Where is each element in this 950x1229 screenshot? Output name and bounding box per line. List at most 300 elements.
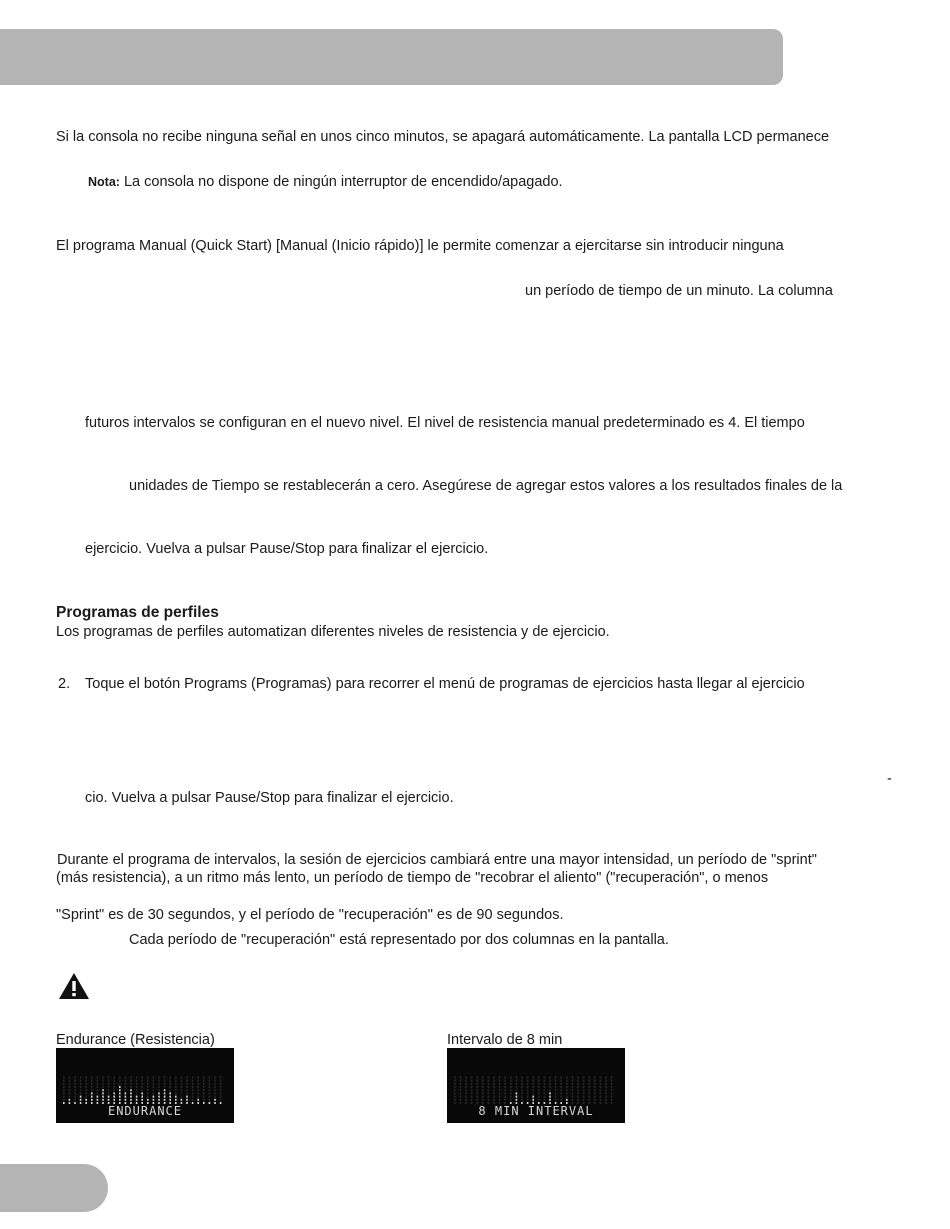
lcd-segment-dim [136, 1092, 138, 1094]
lcd-segment-lit [158, 1096, 160, 1098]
lcd-segment-dim [158, 1080, 160, 1082]
lcd-segment-dim [69, 1089, 71, 1091]
lcd-segment-dim [611, 1099, 613, 1101]
lcd-segment-dim [220, 1083, 222, 1085]
lcd-segment-dim [516, 1080, 518, 1082]
note [88, 173, 563, 191]
lcd-segment-dim [113, 1089, 115, 1091]
lcd-segment-dim [108, 1080, 110, 1082]
lcd-segment-dim [516, 1083, 518, 1085]
lcd-segment-dim [488, 1089, 490, 1091]
lcd-segment-dim [476, 1099, 478, 1101]
lcd-segment-dim [555, 1092, 557, 1094]
lcd-segment-dim [209, 1076, 211, 1078]
lcd-segment-dim [605, 1076, 607, 1078]
lcd-text-endurance: ENDURANCE [107, 1104, 183, 1118]
lcd-segment-dim [203, 1089, 205, 1091]
lcd-segment-dim [521, 1089, 523, 1091]
lcd-segment-dim [130, 1080, 132, 1082]
lcd-segment-dim [74, 1099, 76, 1101]
lcd-segment-dim [158, 1076, 160, 1078]
lcd-segment-dim [91, 1076, 93, 1078]
paragraph-manual-intro: El programa Manual (Quick Start) [Manual (Inicio rápido)] le permite comenzar a ejercitarse sin introducir ninguna [56, 238, 784, 254]
lcd-segment-dim [577, 1089, 579, 1091]
lcd-segment-dim [471, 1089, 473, 1091]
lcd-segment-dim [544, 1083, 546, 1085]
lcd-segment-dim [175, 1080, 177, 1082]
lcd-segment-dim [197, 1083, 199, 1085]
lcd-segment-dim [74, 1080, 76, 1082]
lcd-segment-dim [209, 1099, 211, 1101]
lcd-segment-dim [186, 1086, 188, 1088]
lcd-segment-dim [594, 1076, 596, 1078]
lcd-segment-lit [102, 1089, 104, 1091]
lcd-segment-dim [611, 1089, 613, 1091]
lcd-segment-dim [153, 1080, 155, 1082]
lcd-segment-dim [147, 1089, 149, 1091]
lcd-segment-dim [594, 1080, 596, 1082]
lcd-segment-dim [85, 1080, 87, 1082]
lcd-segment-lit [549, 1096, 551, 1098]
lcd-segment-dim [594, 1083, 596, 1085]
lcd-segment-dim [197, 1096, 199, 1098]
lcd-segment-dim [175, 1089, 177, 1091]
lcd-segment-lit [119, 1096, 121, 1098]
lcd-segment-dim [181, 1083, 183, 1085]
lcd-segment-dim [214, 1096, 216, 1098]
lcd-segment-dim [588, 1083, 590, 1085]
lcd-segment-dim [181, 1096, 183, 1098]
lcd-segment-lit [119, 1086, 121, 1088]
lcd-segment-dim [454, 1086, 456, 1088]
lcd-segment-lit [119, 1099, 121, 1101]
lcd-segment-dim [504, 1080, 506, 1082]
lcd-segment-dim [141, 1080, 143, 1082]
lcd-segment-lit [125, 1092, 127, 1094]
lcd-segment-dim [91, 1080, 93, 1082]
lcd-segment-dim [158, 1083, 160, 1085]
lcd-segment-dim [108, 1076, 110, 1078]
lcd-segment-dim [544, 1080, 546, 1082]
lcd-segment-dim [588, 1089, 590, 1091]
lcd-segment-lit [164, 1099, 166, 1101]
lcd-segment-dim [465, 1092, 467, 1094]
lcd-segment-dim [544, 1099, 546, 1101]
lcd-segment-dim [130, 1083, 132, 1085]
lcd-segment-dim [108, 1089, 110, 1091]
lcd-segment-dim [583, 1099, 585, 1101]
lcd-segment-dim [577, 1099, 579, 1101]
lcd-segment-dim [572, 1083, 574, 1085]
lcd-segment-dim [583, 1086, 585, 1088]
lcd-segment-dim [527, 1083, 529, 1085]
lcd-segment-dim [113, 1086, 115, 1088]
lcd-segment-lit [130, 1089, 132, 1091]
lcd-segment-dim [181, 1080, 183, 1082]
lcd-segment-dim [136, 1080, 138, 1082]
lcd-segment-dim [169, 1076, 171, 1078]
lcd-segment-dim [600, 1086, 602, 1088]
lcd-segment-dim [209, 1089, 211, 1091]
lcd-segment-dim [583, 1076, 585, 1078]
lcd-segment-dim [460, 1089, 462, 1091]
lcd-segment-dim [147, 1076, 149, 1078]
lcd-segment-dim [220, 1080, 222, 1082]
lcd-segment-dim [577, 1086, 579, 1088]
lcd-segment-dim [454, 1099, 456, 1101]
step-number: 2. [58, 676, 71, 692]
lcd-segment-dim [516, 1086, 518, 1088]
lcd-segment-dim [181, 1089, 183, 1091]
lcd-segment-dim [102, 1086, 104, 1088]
lcd-segment-dim [80, 1080, 82, 1082]
footer-tab [0, 1164, 108, 1212]
lcd-segment-lit [91, 1099, 93, 1101]
lcd-segment-dim [74, 1083, 76, 1085]
lcd-segment-lit [186, 1096, 188, 1098]
lcd-segment-dim [611, 1092, 613, 1094]
paragraph-auto-off: Si la consola no recibe ninguna señal en unos cinco minutos, se apagará automáticamente. La pantalla LCD permanece [56, 129, 830, 145]
lcd-segment-dim [175, 1092, 177, 1094]
lcd-segment-lit [91, 1096, 93, 1098]
lcd-segment-dim [611, 1083, 613, 1085]
lcd-segment-dim [499, 1096, 501, 1098]
lcd-segment-dim [69, 1076, 71, 1078]
lcd-segment-dim [572, 1096, 574, 1098]
lcd-segment-dim [85, 1089, 87, 1091]
lcd-segment-dim [209, 1092, 211, 1094]
lcd-segment-dim [532, 1083, 534, 1085]
lcd-segment-dim [566, 1086, 568, 1088]
lcd-segment-dim [577, 1076, 579, 1078]
lcd-segment-dim [192, 1092, 194, 1094]
lcd-segment-dim [119, 1076, 121, 1078]
lcd-segment-dim [504, 1076, 506, 1078]
lcd-segment-dim [555, 1089, 557, 1091]
lcd-segment-lit [136, 1096, 138, 1098]
lcd-segment-dim [510, 1096, 512, 1098]
lcd-segment-dim [566, 1076, 568, 1078]
lcd-segment-dim [203, 1076, 205, 1078]
lcd-segment-dim [141, 1076, 143, 1078]
paragraph-profiles-end: cio. Vuelva a pulsar Pause/Stop para finalizar el ejercicio. [85, 790, 454, 806]
figure-caption-interval: Intervalo de 8 min [447, 1032, 563, 1048]
lcd-segment-dim [594, 1092, 596, 1094]
lcd-segment-dim [471, 1099, 473, 1101]
lcd-segment-dim [482, 1089, 484, 1091]
lcd-segment-lit [85, 1099, 87, 1101]
lcd-segment-dim [97, 1080, 99, 1082]
lcd-segment-lit [164, 1092, 166, 1094]
lcd-segment-dim [130, 1076, 132, 1078]
lcd-segment-dim [130, 1086, 132, 1088]
lcd-segment-dim [209, 1086, 211, 1088]
lcd-segment-dim [532, 1076, 534, 1078]
lcd-segment-dim [192, 1083, 194, 1085]
lcd-segment-dim [572, 1089, 574, 1091]
lcd-segment-dim [192, 1096, 194, 1098]
lcd-segment-dim [454, 1076, 456, 1078]
lcd-segment-dim [588, 1096, 590, 1098]
lcd-segment-dim [169, 1083, 171, 1085]
lcd-segment-dim [482, 1076, 484, 1078]
lcd-segment-lit [516, 1099, 518, 1101]
lcd-segment-dim [169, 1086, 171, 1088]
lcd-segment-lit [158, 1099, 160, 1101]
lcd-segment-dim [192, 1089, 194, 1091]
lcd-text-interval: 8 MIN INTERVAL [478, 1104, 594, 1118]
lcd-segment-dim [136, 1076, 138, 1078]
lcd-segment-dim [471, 1083, 473, 1085]
lcd-segment-dim [460, 1096, 462, 1098]
lcd-segment-dim [74, 1096, 76, 1098]
lcd-segment-dim [164, 1083, 166, 1085]
lcd-segment-dim [560, 1092, 562, 1094]
lcd-segment-dim [605, 1096, 607, 1098]
lcd-segment-dim [488, 1080, 490, 1082]
lcd-segment-dim [572, 1092, 574, 1094]
lcd-segment-dim [499, 1092, 501, 1094]
lcd-segment-dim [203, 1092, 205, 1094]
lcd-segment-dim [203, 1099, 205, 1101]
lcd-segment-lit [169, 1092, 171, 1094]
lcd-segment-dim [125, 1083, 127, 1085]
lcd-segment-lit [102, 1092, 104, 1094]
lcd-segment-lit [119, 1092, 121, 1094]
lcd-segment-dim [186, 1083, 188, 1085]
lcd-segment-dim [611, 1096, 613, 1098]
lcd-segment-dim [181, 1086, 183, 1088]
lcd-segment-dim [220, 1092, 222, 1094]
lcd-segment-dim [69, 1080, 71, 1082]
lcd-segment-dim [521, 1099, 523, 1101]
lcd-segment-dim [549, 1083, 551, 1085]
lcd-segment-dim [85, 1086, 87, 1088]
lcd-segment-dim [85, 1096, 87, 1098]
lcd-segment-dim [538, 1096, 540, 1098]
lcd-segment-dim [482, 1080, 484, 1082]
lcd-segment-dim [85, 1076, 87, 1078]
lcd-segment-lit [516, 1096, 518, 1098]
lcd-segment-dim [510, 1083, 512, 1085]
lcd-segment-dim [153, 1083, 155, 1085]
lcd-segment-dim [583, 1080, 585, 1082]
lcd-segment-lit [91, 1092, 93, 1094]
lcd-segment-dim [566, 1089, 568, 1091]
lcd-segment-dim [169, 1089, 171, 1091]
lcd-segment-dim [63, 1089, 65, 1091]
paragraph-interval-3: "Sprint" es de 30 segundos, y el período de "recuperación" es de 90 segundos. [56, 907, 564, 923]
lcd-segment-dim [504, 1083, 506, 1085]
lcd-segment-dim [108, 1092, 110, 1094]
lcd-segment-dim [476, 1096, 478, 1098]
lcd-segment-dim [74, 1092, 76, 1094]
lcd-segment-dim [69, 1092, 71, 1094]
lcd-segment-lit [119, 1089, 121, 1091]
lcd-segment-dim [504, 1099, 506, 1101]
lcd-segment-dim [136, 1089, 138, 1091]
lcd-segment-dim [85, 1092, 87, 1094]
lcd-segment-lit [549, 1099, 551, 1101]
lcd-segment-dim [197, 1089, 199, 1091]
lcd-segment-dim [566, 1092, 568, 1094]
lcd-segment-dim [63, 1076, 65, 1078]
lcd-segment-dim [69, 1083, 71, 1085]
lcd-segment-dim [538, 1076, 540, 1078]
lcd-segment-dim [63, 1092, 65, 1094]
lcd-segment-dim [97, 1076, 99, 1078]
lcd-segment-dim [454, 1096, 456, 1098]
lcd-segment-dim [214, 1083, 216, 1085]
lcd-segment-dim [482, 1096, 484, 1098]
lcd-segment-lit [80, 1096, 82, 1098]
lcd-segment-dim [476, 1086, 478, 1088]
lcd-segment-dim [588, 1092, 590, 1094]
lcd-segment-dim [454, 1080, 456, 1082]
lcd-segment-dim [538, 1083, 540, 1085]
lcd-segment-dim [527, 1099, 529, 1101]
lcd-segment-dim [147, 1086, 149, 1088]
lcd-segment-lit [141, 1096, 143, 1098]
lcd-segment-lit [186, 1099, 188, 1101]
lcd-segment-dim [74, 1089, 76, 1091]
lcd-segment-dim [164, 1080, 166, 1082]
lcd-segment-dim [74, 1076, 76, 1078]
lcd-segment-lit [532, 1096, 534, 1098]
lcd-segment-lit [69, 1099, 71, 1101]
lcd-segment-dim [488, 1083, 490, 1085]
lcd-segment-dim [220, 1096, 222, 1098]
lcd-segment-dim [488, 1092, 490, 1094]
paragraph-manual-end: ejercicio. Vuelva a pulsar Pause/Stop para finalizar el ejercicio. [85, 541, 489, 557]
lcd-segment-dim [471, 1096, 473, 1098]
lcd-segment-dim [493, 1083, 495, 1085]
lcd-segment-dim [175, 1083, 177, 1085]
lcd-segment-dim [465, 1076, 467, 1078]
lcd-segment-dim [153, 1089, 155, 1091]
lcd-segment-dim [186, 1092, 188, 1094]
lcd-segment-lit [97, 1099, 99, 1101]
lcd-segment-dim [203, 1096, 205, 1098]
lcd-segment-lit [97, 1096, 99, 1098]
lcd-segment-dim [203, 1083, 205, 1085]
lcd-segment-dim [560, 1086, 562, 1088]
lcd-segment-dim [544, 1076, 546, 1078]
lcd-segment-dim [516, 1089, 518, 1091]
lcd-segment-dim [488, 1099, 490, 1101]
lcd-segment-dim [158, 1089, 160, 1091]
lcd-segment-dim [510, 1089, 512, 1091]
lcd-segment-dim [80, 1086, 82, 1088]
lcd-segment-dim [560, 1083, 562, 1085]
lcd-segment-dim [577, 1083, 579, 1085]
lcd-segment-dim [63, 1099, 65, 1101]
lcd-segment-dim [460, 1083, 462, 1085]
paragraph-manual-reset: unidades de Tiempo se restablecerán a cero. Asegúrese de agregar estos valores a los resultados finales de la [129, 478, 843, 494]
lcd-segment-dim [577, 1080, 579, 1082]
lcd-segment-dim [600, 1096, 602, 1098]
lcd-segment-dim [214, 1080, 216, 1082]
lcd-segment-dim [186, 1089, 188, 1091]
lcd-segment-dim [63, 1083, 65, 1085]
lcd-segment-dim [560, 1096, 562, 1098]
lcd-segment-dim [527, 1086, 529, 1088]
lcd-segment-dim [465, 1099, 467, 1101]
lcd-segment-dim [566, 1096, 568, 1098]
lcd-segment-dim [488, 1086, 490, 1088]
lcd-segment-dim [560, 1076, 562, 1078]
lcd-segment-lit [153, 1099, 155, 1101]
lcd-segment-dim [555, 1080, 557, 1082]
lcd-segment-dim [136, 1083, 138, 1085]
lcd-segment-dim [566, 1083, 568, 1085]
lcd-segment-dim [600, 1092, 602, 1094]
lcd-segment-dim [538, 1092, 540, 1094]
lcd-segment-dim [504, 1096, 506, 1098]
lcd-segment-dim [220, 1076, 222, 1078]
lcd-segment-lit [169, 1099, 171, 1101]
lcd-segment-dim [153, 1076, 155, 1078]
lcd-segment-dim [460, 1092, 462, 1094]
lcd-segment-dim [85, 1083, 87, 1085]
lcd-segment-dim [119, 1080, 121, 1082]
lcd-segment-lit [175, 1096, 177, 1098]
lcd-segment-dim [102, 1083, 104, 1085]
lcd-segment-dim [102, 1080, 104, 1082]
lcd-segment-dim [214, 1089, 216, 1091]
lcd-segment-dim [209, 1096, 211, 1098]
lcd-segment-dim [141, 1089, 143, 1091]
lcd-segment-dim [588, 1076, 590, 1078]
lcd-segment-lit [197, 1099, 199, 1101]
lcd-display-endurance [56, 1048, 234, 1123]
lcd-segment-lit [153, 1096, 155, 1098]
lcd-segment-dim [510, 1099, 512, 1101]
lcd-segment-dim [516, 1076, 518, 1078]
lcd-segment-dim [471, 1086, 473, 1088]
lcd-segment-dim [549, 1080, 551, 1082]
lcd-segment-dim [181, 1076, 183, 1078]
lcd-segment-dim [555, 1096, 557, 1098]
lcd-segment-dim [214, 1086, 216, 1088]
lcd-segment-dim [153, 1086, 155, 1088]
lcd-segment-lit [113, 1096, 115, 1098]
lcd-segment-dim [510, 1092, 512, 1094]
lcd-segment-dim [186, 1076, 188, 1078]
paragraph-interval-1: Durante el programa de intervalos, la sesión de ejercicios cambiará entre una mayor intensidad, un período de "sprint" [57, 852, 817, 868]
lcd-segment-dim [605, 1092, 607, 1094]
lcd-segment-dim [588, 1099, 590, 1101]
lcd-segment-dim [80, 1092, 82, 1094]
lcd-segment-dim [136, 1086, 138, 1088]
lcd-segment-dim [605, 1089, 607, 1091]
lcd-segment-lit [164, 1096, 166, 1098]
lcd-segment-dim [63, 1080, 65, 1082]
lcd-segment-dim [80, 1089, 82, 1091]
lcd-segment-dim [521, 1076, 523, 1078]
hyphen: - [887, 771, 892, 787]
lcd-segment-lit [113, 1092, 115, 1094]
lcd-segment-dim [572, 1086, 574, 1088]
lcd-segment-lit [181, 1099, 183, 1101]
lcd-segment-dim [583, 1089, 585, 1091]
lcd-segment-dim [460, 1076, 462, 1078]
lcd-segment-dim [577, 1096, 579, 1098]
lcd-segment-dim [555, 1086, 557, 1088]
lcd-segment-dim [465, 1089, 467, 1091]
lcd-segment-lit [130, 1092, 132, 1094]
lcd-segment-dim [594, 1096, 596, 1098]
